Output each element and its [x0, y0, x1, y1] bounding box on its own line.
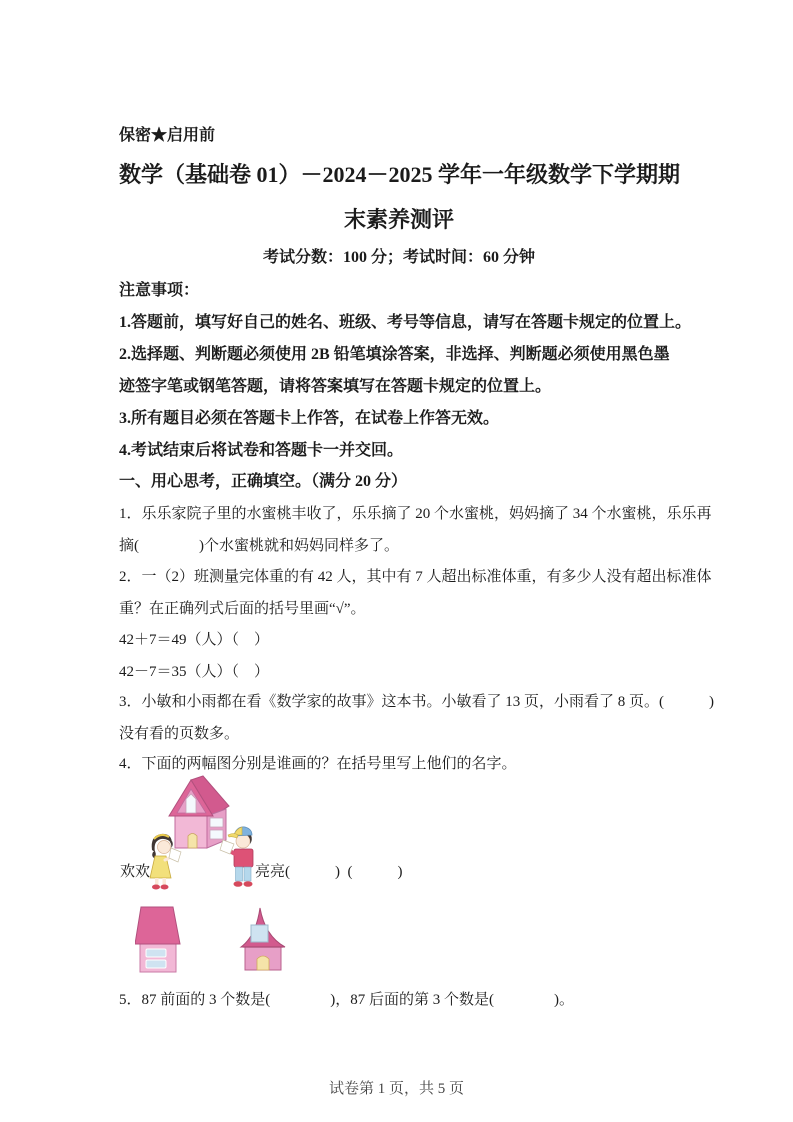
page-footer: 试卷第 1 页，共 5 页	[328, 1081, 464, 1097]
notice-line: 4.考试结束后将试卷和答题卡一并交回。	[119, 442, 404, 459]
notice-line: 2.选择题、判断题必须使用 2B 铅笔填涂答案，非选择、判断题必须使用黑色墨	[119, 346, 670, 363]
question-2-equation-option: 42－7＝35（人）（ ）	[119, 664, 270, 680]
question-4-prompt: 4．下面的两幅图分别是谁画的？在括号里写上他们的名字。	[119, 756, 517, 772]
notice-heading: 注意事项：	[119, 282, 200, 299]
question-3-line: 3．小敏和小雨都在看《数学家的故事》这本书。小敏看了 13 页，小雨看了 8 页。( )	[119, 694, 714, 710]
window	[251, 925, 268, 942]
pink-cottage-3d-icon	[169, 776, 229, 848]
page-content	[119, 0, 714, 1122]
question-1-line: 1．乐乐家院子里的水蜜桃丰收了，乐乐摘了 20 个水蜜桃，妈妈摘了 34 个水蜜桃，乐乐再	[119, 506, 712, 522]
door	[257, 956, 269, 970]
notice-line: 3.所有题目必须在答题卡上作答，在试卷上作答无效。	[119, 410, 500, 427]
question-4-drawings-illustration	[135, 898, 305, 978]
question-5: 5．87 前面的 3 个数是( )，87 后面的第 3 个数是( )。	[119, 992, 574, 1008]
side-window	[210, 818, 223, 827]
front-door	[188, 834, 197, 849]
notice-line: 迹签字笔或钢笔答题，请将答案填写在答题卡规定的位置上。	[119, 378, 552, 395]
window	[146, 949, 166, 957]
exam-info: 考试分数：100 分；考试时间：60 分钟	[262, 249, 535, 266]
paper-title-line2: 末素养测评	[343, 207, 454, 232]
question-2-line: 2．一（2）班测量完体重的有 42 人，其中有 7 人超出标准体重，有多少人没有超出标准体	[119, 569, 712, 585]
window	[146, 960, 166, 968]
question-1-line: 摘( )个水蜜桃就和妈妈同样多了。	[119, 538, 399, 554]
paper-title-line1: 数学（基础卷 01）－2024－2025 学年一年级数学下学期期	[119, 162, 681, 187]
boy-name-answer-blanks: 亮亮( ) ( )	[255, 864, 403, 880]
question-2-equation-option: 42＋7＝49（人）（ ）	[119, 632, 270, 648]
drawing-paper	[169, 848, 181, 862]
notice-line: 1.答题前，填写好自己的姓名、班级、考号等信息，请写在答题卡规定的位置上。	[119, 314, 692, 331]
question-2-line: 重？在正确列式后面的括号里画“√”。	[119, 601, 366, 617]
side-window	[210, 830, 223, 839]
pointed-roof-house-drawing-icon	[241, 908, 285, 970]
girl-name-label: 欢欢	[120, 864, 151, 880]
secrecy-label: 保密★启用前	[119, 127, 216, 144]
question-3-line: 没有看的页数多。	[119, 726, 240, 742]
section-1-heading: 一、用心思考，正确填空。（满分 20 分）	[119, 473, 408, 490]
front-view-house-drawing-icon	[135, 907, 180, 972]
